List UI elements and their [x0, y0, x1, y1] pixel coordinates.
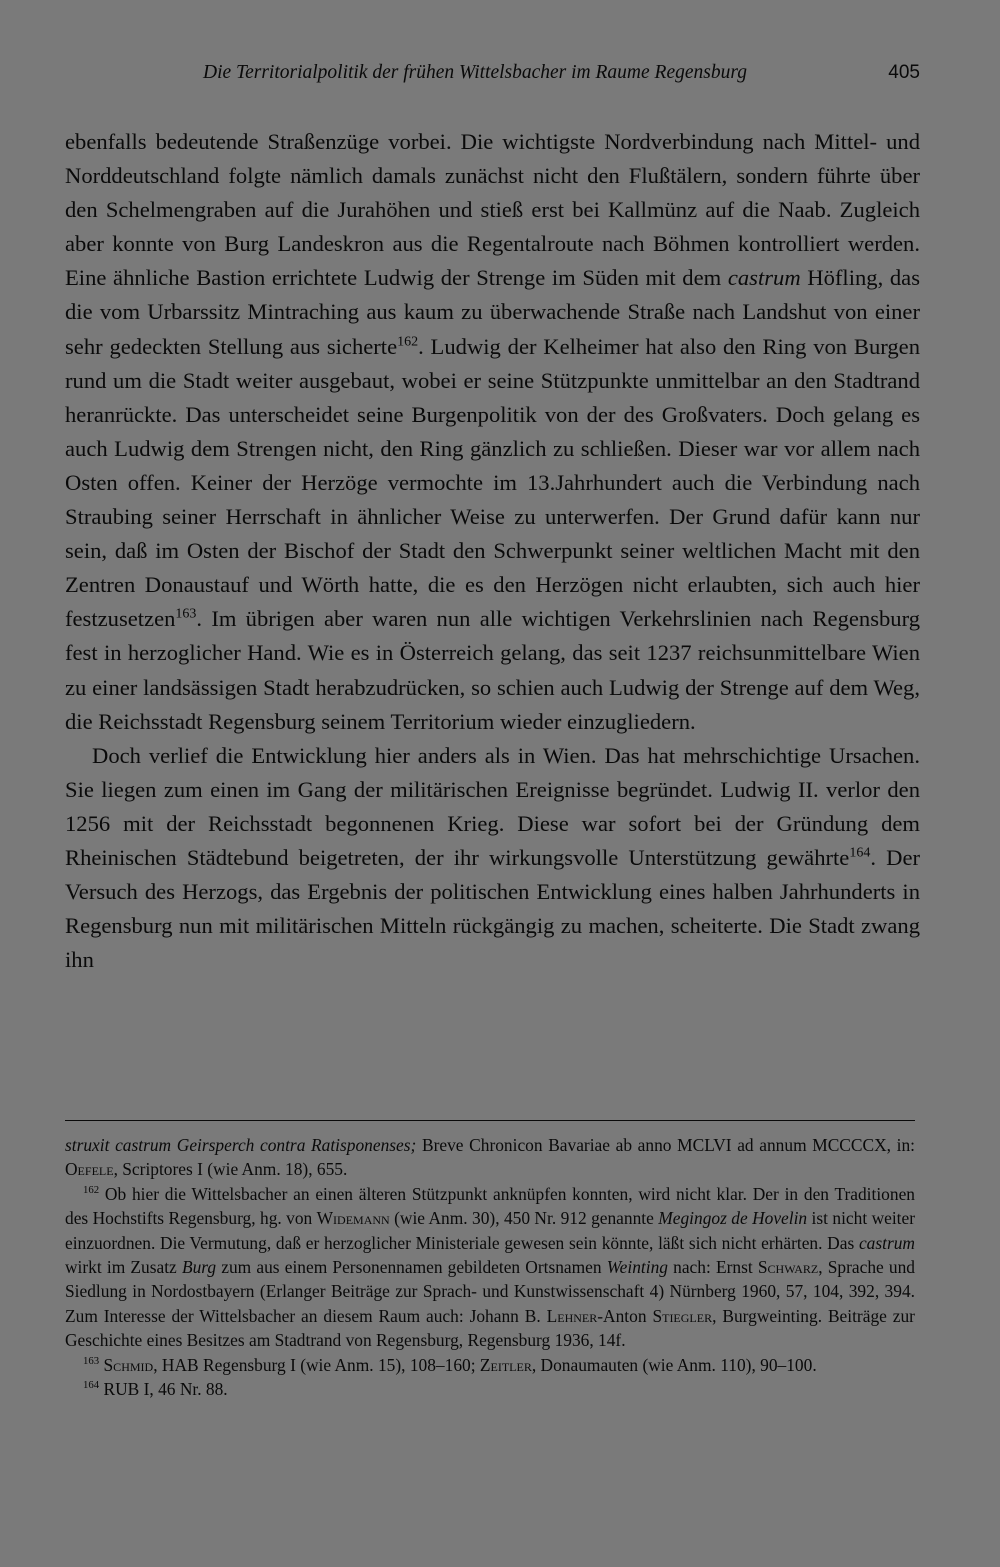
running-title: Die Territorialpolitik der frühen Wittelsbacher im Raume Regensburg [203, 62, 747, 83]
text-run: . Im übrigen aber waren nun alle wichtigen Verkehrslinien nach Regensburg fest in herzoglicher Hand. Wie es in Österreich gelang, das seit 1237 reichsunmittelbare Wien zu einer landsässigen Stadt herabzudrücken, so schien auch Ludwig der Strenge auf dem Weg, die Reichsstadt Regensburg seinem Territorium wieder einzugliedern. [65, 606, 920, 734]
author-name: Schwarz [757, 1257, 819, 1278]
footnote-162 [65, 1182, 915, 1353]
text-run: nach: Ernst [667, 1257, 758, 1278]
italic-term: Weinting [606, 1257, 668, 1278]
footnotes [65, 1133, 915, 1401]
footnote-163 [65, 1353, 915, 1377]
main-text [65, 125, 920, 977]
author-name: Zeitler [479, 1354, 532, 1375]
author-name: Schmid [103, 1354, 154, 1375]
italic-term: castrum [858, 1232, 915, 1253]
text-run: . Der Versuch des Herzogs, das Ergebnis der politischen Entwicklung eines halben Jahrhunderts in Regensburg nun mit militärischen Mitteln rückgängig zu machen, scheiterte. Die Stadt zwang ihn [65, 844, 920, 973]
author-name: Stiegler [652, 1305, 713, 1326]
footnote-ref-164[interactable]: 164 [849, 845, 871, 861]
author-name: Oefele [65, 1159, 114, 1180]
author-name: Widemann [316, 1208, 390, 1229]
text-run: zum aus einem Personennamen gebildeten Ortsnamen [216, 1257, 607, 1278]
author-name: Lehner [546, 1305, 598, 1326]
footnote-continuation [65, 1133, 915, 1182]
text-run: , Sprache und Siedlung in Nordostbayern (Erlanger Beiträge zur Sprach- und Kunstwissenschaft 4) Nürnberg 1960, 57, 104, 392, 394. Zum Interesse der Wittelsbacher an diesem Raum auch: Johann B. [65, 1257, 915, 1326]
page-number: 405 [888, 62, 920, 83]
footnote-number: 163 [83, 1354, 100, 1367]
running-head [65, 62, 920, 92]
text-run: Ob hier die Wittelsbacher an einen älteren Stützpunkt anknüpfen konnten, wird nicht klar. Der in den Traditionen des Hochstifts Regensburg, hg. von [65, 1183, 915, 1229]
italic-term: Burg [181, 1257, 217, 1278]
paragraph-1 [65, 125, 920, 739]
text-run: -Anton [597, 1305, 653, 1326]
italic-term: castrum [727, 265, 801, 291]
text-run: , Burgweinting. Beiträge zur Geschichte eines Besitzes am Stadtrand von Regensburg, Regensburg 1936, 14f. [65, 1305, 915, 1351]
text-run: , Scriptores I (wie Anm. 18), 655. [113, 1159, 348, 1180]
italic-term: Megingoz de Hovelin [658, 1208, 808, 1229]
footnote-number: 164 [83, 1379, 100, 1392]
text-run: ebenfalls bedeutende Straßenzüge vorbei. Die wichtigste Nordverbindung nach Mittel- und Norddeutschland folgte nämlich damals zunächst nicht den Flußtälern, sondern führte über den Schelmengraben auf die Jurahöhen und stieß erst bei Kallmünz auf die Naab. Zugleich aber konnte von Burg Landeskron aus die Regentalroute nach Böhmen kontrolliert werden. Eine ähnliche Bastion errichtete Ludwig der Strenge im Süden mit dem [65, 129, 920, 291]
text-run: (wie Anm. 30), 450 Nr. 912 genannte [389, 1208, 659, 1229]
footnote-164 [65, 1377, 915, 1401]
footnote-ref-162[interactable]: 162 [397, 334, 419, 350]
italic-quote: struxit castrum Geirsperch contra Ratisponenses; [65, 1135, 417, 1155]
text-run: Höfling, das die vom Urbarssitz Mintraching aus kaum zu überwachende Straße nach Landshut von einer sehr gedeckten Stellung aus sicherte [65, 265, 920, 359]
text-run: . Ludwig der Kelheimer hat also den Ring von Burgen rund um die Stadt weiter ausgebaut, wobei er seine Stützpunkte unmittelbar an den Stadtrand heranrückte. Das unterscheidet seine Burgenpolitik von der des Großvaters. Doch gelang es auch Ludwig dem Strengen nicht, den Ring gänzlich zu schließen. Dieser war vor allem nach Osten offen. Keiner der Herzöge vermochte im 13.Jahrhundert auch die Verbindung nach Straubing seiner Herrschaft in ähnlicher Weise zu unterwerfen. Der Grund dafür kann nur sein, daß im Osten der Bischof der Stadt den Schwerpunkt seiner weltlichen Macht mit den Zentren Donaustauf und Wörth hatte, die es den Herzögen nicht erlaubten, sich auch hier festzusetzen [65, 333, 920, 632]
text-run: RUB I, 46 Nr. 88. [99, 1379, 228, 1400]
text-run: , HAB Regensburg I (wie Anm. 15), 108–160; [153, 1354, 480, 1375]
text-run: , Donaumauten (wie Anm. 110), 90–100. [531, 1354, 817, 1375]
footnote-ref-163[interactable]: 163 [175, 606, 197, 622]
text-run: ist nicht weiter einzuordnen. Die Vermutung, daß er herzoglicher Ministeriale gewesen sein könnte, läßt sich nicht erhärten. Das [65, 1208, 916, 1253]
text-run: wirkt im Zusatz [65, 1257, 182, 1278]
text-run: Doch verlief die Entwicklung hier anders als in Wien. Das hat mehrschichtige Ursachen. Sie liegen zum einen im Gang der militärischen Ereignisse begründet. Ludwig II. verlor den 1256 mit der Reichsstadt begonnenen Krieg. Diese war sofort bei der Gründung dem Rheinischen Städtebund beigetreten, der ihr wirkungsvolle Unterstützung gewährte [65, 742, 920, 870]
paragraph-2 [65, 739, 920, 978]
footnote-number: 162 [83, 1184, 100, 1197]
text-run: Breve Chronicon Bavariae ab anno MCLVI ad annum MCCCCX, in: [416, 1135, 915, 1155]
footnote-separator [65, 1120, 915, 1121]
